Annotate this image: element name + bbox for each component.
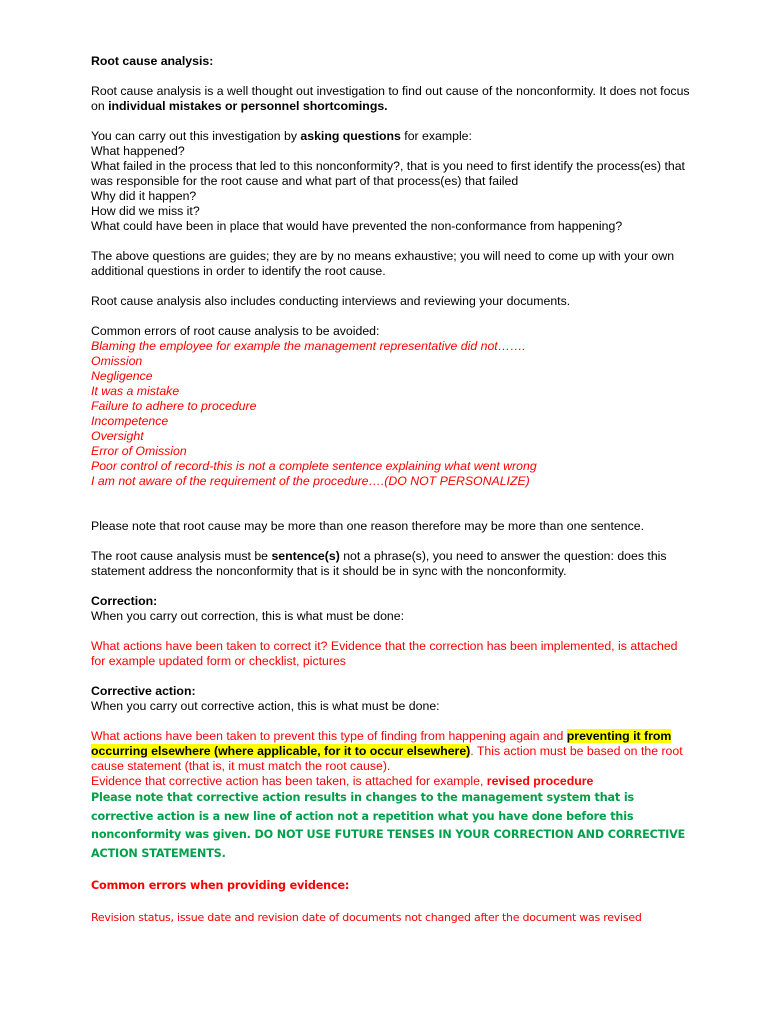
questions-lead-tail: for example:: [400, 129, 472, 143]
evidence-pre: Evidence that corrective action has been taken, is attached for example,: [91, 774, 487, 788]
common-error-item: Incompetence: [91, 414, 169, 428]
guides-paragraph: The above questions are guides; they are by no means exhaustive; you will need to come up with your own additional questions in order to identify the root cause.: [91, 249, 675, 278]
corrective-action-block: [91, 684, 691, 863]
interviews-paragraph: Root cause analysis also includes conducting interviews and reviewing your documents.: [91, 294, 571, 308]
common-error-item: Blaming the employee for example the management representative did not…….: [91, 339, 526, 353]
questions-block: [91, 129, 691, 234]
note-more-paragraph: Please note that root cause may be more than one reason therefore may be more than one sentence.: [91, 519, 645, 533]
sentence-rule-pre: The root cause analysis must be: [91, 549, 272, 563]
questions-lead: [91, 129, 691, 144]
common-errors-block: [91, 324, 691, 489]
sentence-rule-paragraph: [91, 549, 691, 579]
page-title: Root cause analysis:: [91, 54, 214, 68]
questions-lead-bold: asking questions: [300, 129, 401, 143]
question-item: What happened?: [91, 144, 185, 158]
common-error-item: Oversight: [91, 429, 144, 443]
common-error-item: It was a mistake: [91, 384, 180, 398]
correction-lead: When you carry out correction, this is what must be done:: [91, 609, 405, 623]
intro-bold-text: individual mistakes or personnel shortcomings.: [108, 99, 388, 113]
intro-paragraph: [91, 84, 691, 114]
question-item: What failed in the process that led to this nonconformity?, that is you need to first identify the process(es) that was responsible for the root cause and what part of that process(es) that failed: [91, 159, 685, 188]
corrective-action-red-paragraph: [91, 729, 691, 774]
sentence-rule-bold: sentence(s): [271, 549, 340, 563]
correction-red-text: What actions have been taken to correct it? Evidence that the correction has been implemented, is attached for example updated form or checklist, pictures: [91, 639, 678, 668]
evidence-bold: revised procedure: [486, 774, 594, 788]
question-item: What could have been in place that would have prevented the non-conformance from happening?: [91, 219, 623, 233]
question-item: How did we miss it?: [91, 204, 200, 218]
evidence-error-item: Revision status, issue date and revision date of documents not changed after the document was revised: [91, 911, 642, 924]
common-error-item: Negligence: [91, 369, 153, 383]
corrective-action-lead: When you carry out corrective action, this is what must be done:: [91, 699, 440, 713]
common-error-item: Failure to adhere to procedure: [91, 399, 257, 413]
common-error-item: Poor control of record-this is not a complete sentence explaining what went wrong: [91, 459, 537, 473]
corrective-action-heading: Corrective action:: [91, 684, 196, 698]
sentence-rule-post: not a phrase(s), you need to answer the question: does this statement address the nonconformity that is it should be in sync with the nonconformity.: [91, 549, 667, 578]
highlighted-text: preventing it from occurring elsewhere (where applicable, for it to occur elsewhere): [91, 729, 672, 758]
evidence-paragraph: [91, 774, 691, 789]
correction-heading: Correction:: [91, 594, 158, 608]
corrective-action-red-post: . This action must be based on the root cause statement (that is, it must match the root cause).: [91, 744, 683, 773]
evidence-errors-heading: Common errors when providing evidence:: [91, 879, 350, 892]
question-item: Why did it happen?: [91, 189, 197, 203]
common-error-item: Omission: [91, 354, 143, 368]
corrective-action-red-pre: What actions have been taken to prevent this type of finding from happening again and: [91, 729, 567, 743]
questions-lead-text: You can carry out this investigation by: [91, 129, 301, 143]
common-error-item: Error of Omission: [91, 444, 187, 458]
intro-text: Root cause analysis is a well thought out investigation to find out cause of the nonconformity. It does not focus on: [91, 84, 690, 113]
document-body: [91, 54, 691, 927]
green-note: Please note that corrective action results in changes to the management system that is corrective action is a new line of action not a repetition what you have done before this nonconformity was given. DO NOT USE FUTURE TENSES IN YOUR CORRECTION AND CORRECTIVE ACTION STATEMENTS.: [91, 791, 686, 860]
correction-block: [91, 594, 691, 669]
common-error-item: I am not aware of the requirement of the procedure….(DO NOT PERSONALIZE): [91, 474, 530, 488]
common-errors-heading: Common errors of root cause analysis to be avoided:: [91, 324, 380, 338]
